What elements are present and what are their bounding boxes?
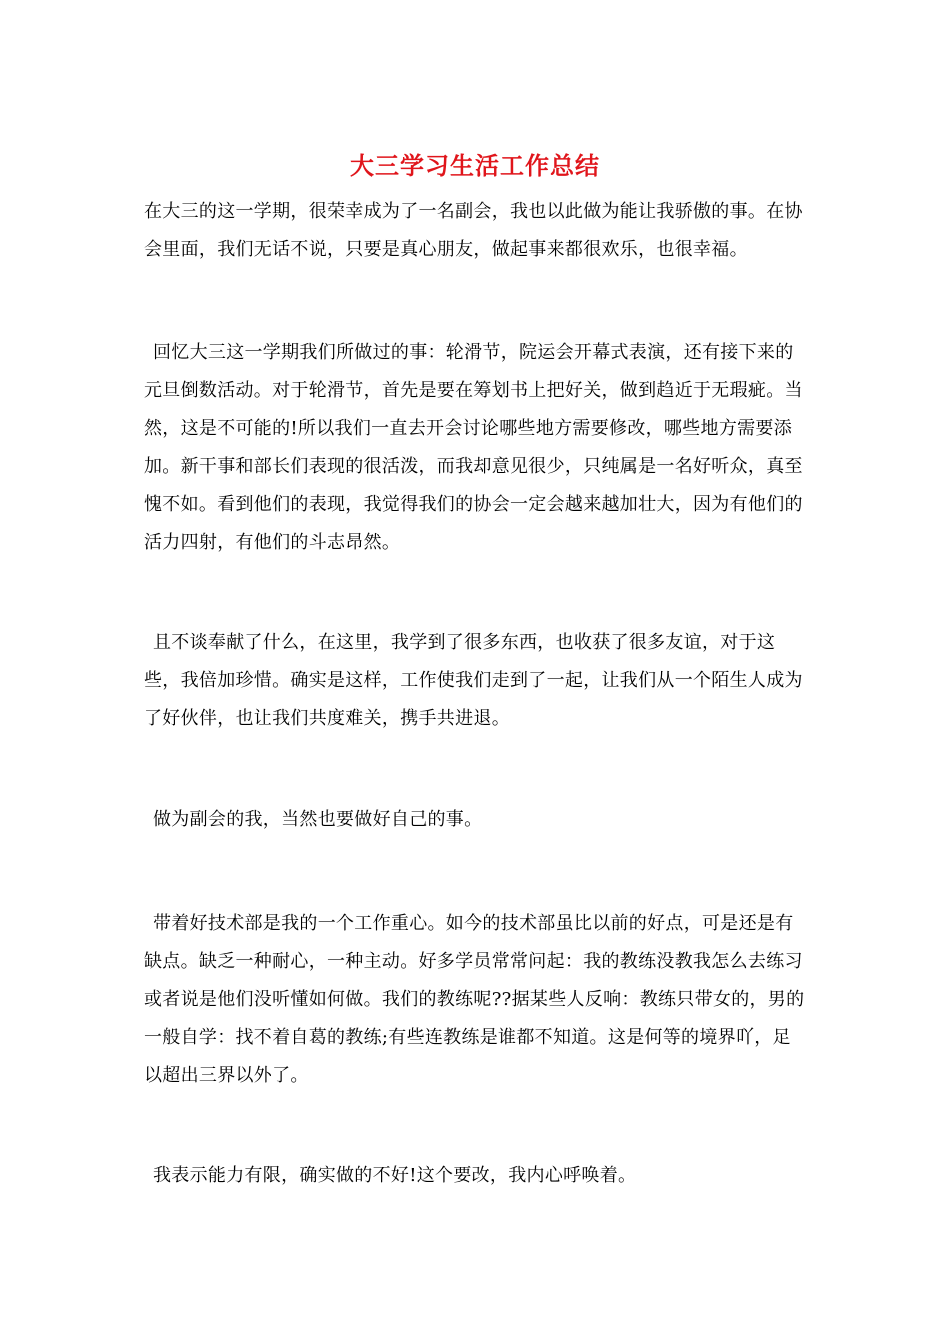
paragraph-gains: 且不谈奉献了什么，在这里，我学到了很多东西，也收获了很多友谊，对于这些，我倍加珍惜。确实是这样，工作使我们走到了一起，让我们从一个陌生人成为了好伙伴，也让我们共度难关，携手共进退。 xyxy=(144,632,803,729)
paragraph-intro: 在大三的这一学期，很荣幸成为了一名副会，我也以此做为能让我骄傲的事。在协会里面，我们无话不说，只要是真心朋友，做起事来都很欢乐，也很幸福。 xyxy=(144,201,803,260)
paragraph-tech-dept: 带着好技术部是我的一个工作重心。如今的技术部虽比以前的好点，可是还是有缺点。缺乏一种耐心，一种主动。好多学员常常问起：我的教练没教我怎么去练习或者说是他们没听懂如何做。我们的教练呢??据某些人反响：教练只带女的，男的一般自学：找不着自葛的教练;有些连教练是谁都不知道。这是何等的境界吖，足以超出三界以外了。 xyxy=(144,913,805,1086)
paragraph-duty: 做为副会的我，当然也要做好自己的事。 xyxy=(153,809,483,830)
paragraph-improve: 我表示能力有限，确实做的不好!这个要改，我内心呼唤着。 xyxy=(153,1165,637,1186)
document-title: 大三学习生活工作总结 xyxy=(350,152,600,180)
paragraph-activities: 回忆大三这一学期我们所做过的事：轮滑节，院运会开幕式表演，还有接下来的元旦倒数活动。对于轮滑节，首先是要在筹划书上把好关，做到趋近于无瑕疵。当然，这是不可能的!所以我们一直去开会讨论哪些地方需要修改，哪些地方需要添加。新干事和部长们表现的很活泼，而我却意见很少，只纯属是一名好听众，真至愧不如。看到他们的表现，我觉得我们的协会一定会越来越加壮大，因为有他们的活力四射，有他们的斗志昂然。 xyxy=(144,342,803,553)
